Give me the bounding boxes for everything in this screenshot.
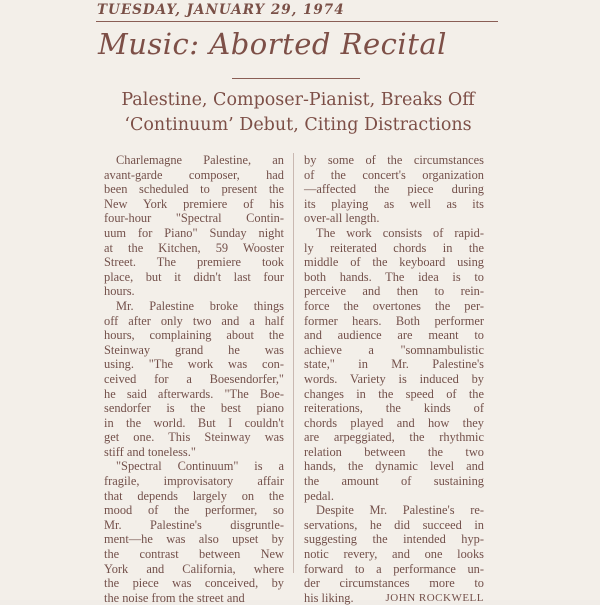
- dateline: TUESDAY, JANUARY 29, 1974: [97, 2, 345, 18]
- article-line: notic revery, and one looks: [304, 547, 484, 562]
- article-line: hands, the dynamic level and: [304, 459, 484, 474]
- article-line: fragile, improvisatory affair: [104, 474, 284, 489]
- article-final-line: [304, 591, 484, 605]
- article-line: perceive and then to rein-: [304, 284, 484, 299]
- article-line: Mr. Palestine's disgruntle-: [104, 517, 284, 532]
- article-line: hours.: [104, 284, 135, 299]
- article-line: der circumstances more to: [304, 576, 484, 591]
- article-line: pedal.: [304, 488, 334, 503]
- article-column-right: [304, 153, 484, 605]
- article-line: at the Kitchen, 59 Wooster: [104, 240, 284, 255]
- article-line: ly reiterated chords in the: [304, 240, 484, 255]
- article-line: avant-garde composer, had: [104, 167, 284, 182]
- article-line: both hands. The idea is to: [304, 269, 484, 284]
- article-line: state," in Mr. Palestine's: [304, 357, 484, 372]
- article-line: place, but it didn't last four: [104, 269, 284, 284]
- article-line: and audience are meant to: [304, 328, 484, 343]
- article-line: changes in the speed of the: [304, 386, 484, 401]
- article-line: Mr. Palestine broke things: [116, 298, 284, 313]
- article-line: in the world. But I couldn't: [104, 415, 284, 430]
- article-line: hours, complaining about the: [104, 328, 284, 343]
- article-line: middle of the keyboard using: [304, 255, 484, 270]
- article-line: forward to a performance un-: [304, 561, 484, 576]
- headline-rule: [232, 78, 360, 79]
- article-line: words. Variety is induced by: [304, 371, 484, 386]
- article-line: Street. The premiere took: [104, 255, 284, 270]
- article-line: the amount of sustaining: [304, 474, 484, 489]
- article-line: chords played and how they: [304, 415, 484, 430]
- article-line: suggesting the intended hyp-: [304, 532, 484, 547]
- article-line: stiff and toneless.": [104, 444, 196, 459]
- article-line: uum for Piano" Sunday night: [104, 225, 284, 240]
- article-line: ceived for a Boesendorfer,": [104, 371, 284, 386]
- article-line: achieve a "somnambulistic: [304, 342, 484, 357]
- headline: Music: Aborted Recital: [98, 27, 447, 61]
- byline: JOHN ROCKWELL: [385, 591, 484, 604]
- article-line: Charlemagne Palestine, an: [116, 153, 284, 167]
- article-line: servations, he did succeed in: [304, 517, 484, 532]
- subheadline: [98, 88, 498, 138]
- article-line: force the overtones the per-: [304, 298, 484, 313]
- article-line: York and California, where: [104, 561, 284, 576]
- article-column-left: [104, 153, 284, 605]
- article-line: reiterations, the kinds of: [304, 401, 484, 416]
- article-line: his liking.: [304, 590, 354, 605]
- article-line: —affected the piece during: [304, 182, 484, 197]
- subheadline-line: ‘Continuum’ Debut, Citing Distractions: [124, 115, 472, 135]
- article-line: New York premiere of his: [104, 196, 284, 211]
- article-line: of the concert's organization: [304, 167, 484, 182]
- article-line: relation between the two: [304, 444, 484, 459]
- article-line: off after only two and a half: [104, 313, 284, 328]
- article-line: using. "The work was con-: [104, 357, 284, 372]
- header-rule: [96, 21, 498, 22]
- article-line: former hears. Both performer: [304, 313, 484, 328]
- article-line: its playing as well as its: [304, 196, 484, 211]
- article-line: the noise from the street and: [104, 590, 245, 605]
- article-line: four-hour "Spectral Contin-: [104, 211, 284, 226]
- article-line: been scheduled to present the: [104, 182, 284, 197]
- article-line: get one. This Steinway was: [104, 430, 284, 445]
- article-line: the piece was conceived, by: [104, 576, 284, 591]
- article-line: are arpeggiated, the rhythmic: [304, 430, 484, 445]
- article-line: mood of the performer, so: [104, 503, 284, 518]
- article-line: he said afterwards. "The Boe-: [104, 386, 284, 401]
- article-line: The work consists of rapid-: [316, 225, 484, 240]
- article-line: by some of the circumstances: [304, 153, 484, 167]
- column-divider: [293, 153, 294, 573]
- article-line: the contrast between New: [104, 547, 284, 562]
- subheadline-line: Palestine, Composer-Pianist, Breaks Off: [121, 90, 475, 110]
- article-line: sendorfer is the best piano: [104, 401, 284, 416]
- article-line: ment—he was also upset by: [104, 532, 284, 547]
- article-line: Steinway grand he was: [104, 342, 284, 357]
- article-line: over-all length.: [304, 211, 380, 226]
- article-line: that depends largely on the: [104, 488, 284, 503]
- article-line: "Spectral Continuum" is a: [116, 459, 284, 474]
- article-line: Despite Mr. Palestine's re-: [316, 503, 484, 518]
